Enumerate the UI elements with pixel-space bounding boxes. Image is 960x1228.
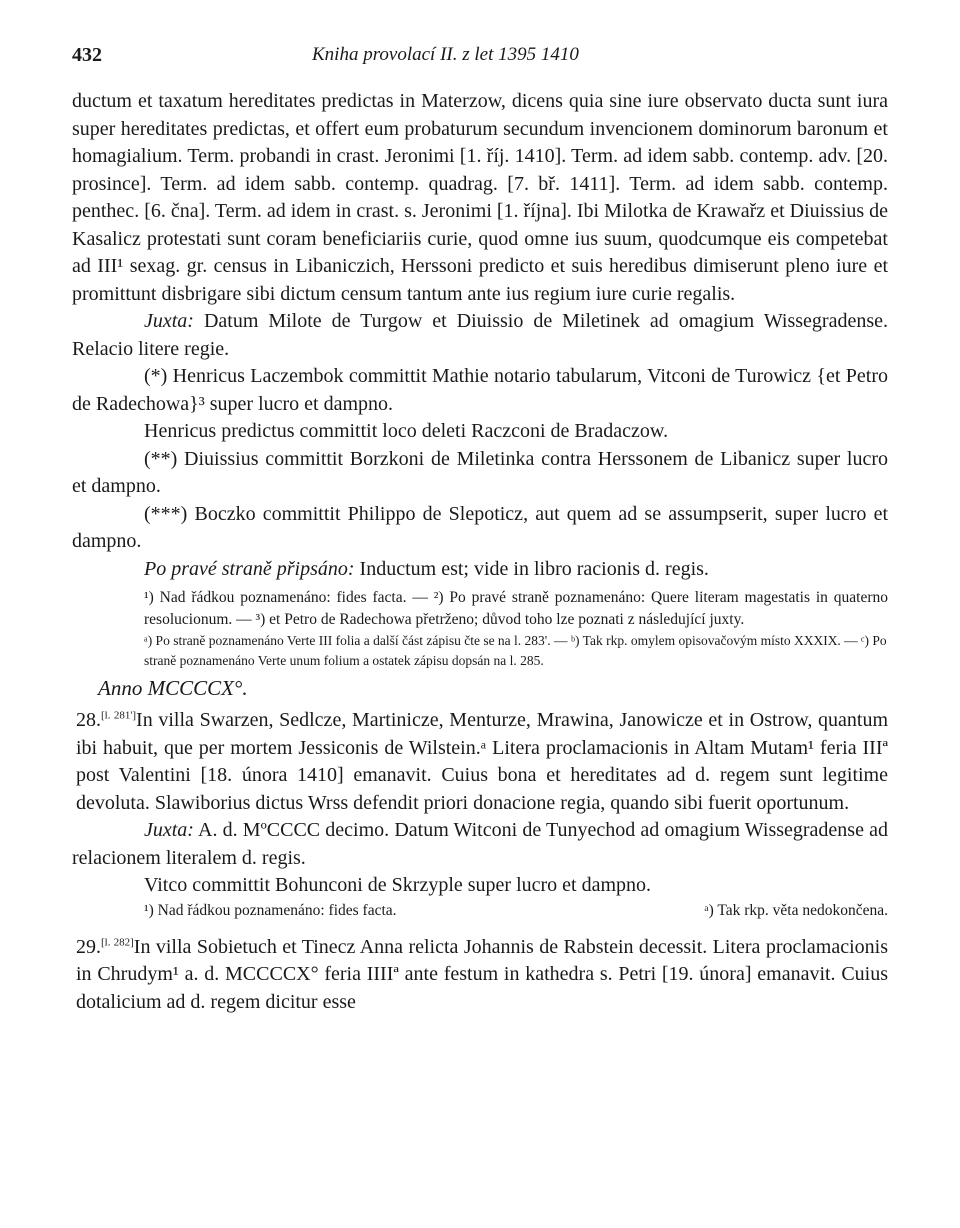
page-number: 432 <box>72 44 102 66</box>
footnotes-lettered: ᵃ) Po straně poznamenáno Verte III folia a další část zápisu čte se na l. 283'. — ᵇ) Tak rkp. omylem opisovačovým místo XXXIX. — ᶜ) Po straně poznamenáno Verte unum folium a ostatek zápisu dopsán na l. 285. <box>144 633 887 668</box>
folio-reference: [l. 281'] <box>101 709 137 722</box>
note-paragraph: (**) Diuissius committit Borzkoni de Miletinka contra Herssonem de Libanicz super lucro et dampno. <box>72 447 888 497</box>
juxta-text: Datum Milote de Turgow et Diuissio de Miletinek ad omagium Wissegradense. Relacio litere regie. <box>72 310 888 360</box>
entry-number: 29. <box>76 935 101 958</box>
running-title: Kniha provolací II. z let 1395 1410 <box>312 44 579 65</box>
juxta-paragraph <box>72 817 888 872</box>
entry-text: In villa Sobietuch et Tinecz Anna relicta Johannis de Rabstein decessit. Litera proclamacionis in Chrudym¹ a. d. MCCCCX° feria IIIIª ante festum in kathedra s. Petri [19. února] emanavit. Cuius dotalicium ad d. regem dicitur esse <box>76 935 888 1013</box>
footnotes-line <box>72 900 888 922</box>
juxta-paragraph <box>72 308 888 363</box>
juxta-label: Juxta: <box>144 310 194 332</box>
entry-28 <box>72 707 888 817</box>
page-header <box>72 44 888 70</box>
juxta-text: A. d. MºCCCC decimo. Datum Witconi de Tunyechod ad omagium Wissegradense ad relacionem literalem d. regis. <box>72 819 888 869</box>
footnote-numeric: ¹) Nad řádkou poznamenáno: fides facta. <box>144 901 397 919</box>
year-heading: Anno MCCCCX°. <box>98 676 248 700</box>
entry-number: 28. <box>76 709 101 731</box>
juxta-label: Juxta: <box>144 819 194 841</box>
footnotes-numeric: ¹) Nad řádkou poznamenáno: fides facta. — ²) Po pravé straně poznamenáno: Quere literam magestatis in quaterno resolucionum. — ³) et Petro de Radechowa přetrženo; důvod toho lze poznati z následující juxty. <box>144 589 888 628</box>
margin-label: Po pravé straně připsáno: <box>144 557 355 580</box>
entry-continuation: ductum et taxatum hereditates predictas in Materzow, dicens quia sine iure observato ducta sunt iura super hereditates predictas, et offert eum probaturum secundum invencionem dominorum baronum et homagialium. Term. probandi in crast. Jeronimi [1. říj. 1410]. Term. ad idem sabb. contemp. adv. [20. prosince]. Term. ad idem sabb. contemp. quadrag. [7. bř. 1411]. Term. ad idem sabb. contemp. penthec. [6. čna]. Term. ad idem in crast. s. Jeronimi [1. října]. Ibi Milotka de Krawařz et Diuissius de Kasalicz protestati sunt coram beneficiariis curie, quod omne ius suum, quodcumque eis competebat ad III¹ sexag. gr. census in Libaniczich, Herssoni predicto et suis heredibus dimiserunt pleno iure et promittunt disbrigare sibi dictum censum tantum ante ius regium iure curie regalis. <box>72 90 888 305</box>
entry-29 <box>72 934 888 1017</box>
note-paragraph: Henricus predictus committit loco deleti Raczconi de Bradaczow. <box>144 420 669 442</box>
note-paragraph: Vitco committit Bohunconi de Skrzyple super lucro et dampno. <box>144 874 652 896</box>
margin-note <box>72 556 888 584</box>
note-paragraph: (***) Boczko committit Philippo de Slepoticz, aut quem ad se assumpserit, super lucro et dampno. <box>72 502 888 552</box>
entry-text: In villa Swarzen, Sedlcze, Martinicze, Menturze, Mrawina, Janowicze et in Ostrow, quantum ibi habuit, que per mortem Jessiconis de Wilstein.ᵃ Litera proclamacionis in Altam Mutam¹ feria IIIª post Valentini [18. února 1410] emanavit. Cuius bona et hereditates ad d. regem sunt legitime devoluta. Slawiborius dictus Wrss defendit priori donacione regia, quando sibi fuerit oportunum. <box>76 709 888 814</box>
page-body <box>72 88 888 1016</box>
note-paragraph: (*) Henricus Laczembok committit Mathie notario tabularum, Vitconi de Turowicz {et Petro de Radechowa}³ super lucro et dampno. <box>72 365 888 415</box>
footnote-lettered: ᵃ) Tak rkp. věta nedokončena. <box>704 901 888 919</box>
folio-reference: [l. 282] <box>101 935 134 948</box>
margin-text: Inductum est; vide in libro racionis d. regis. <box>354 557 709 580</box>
